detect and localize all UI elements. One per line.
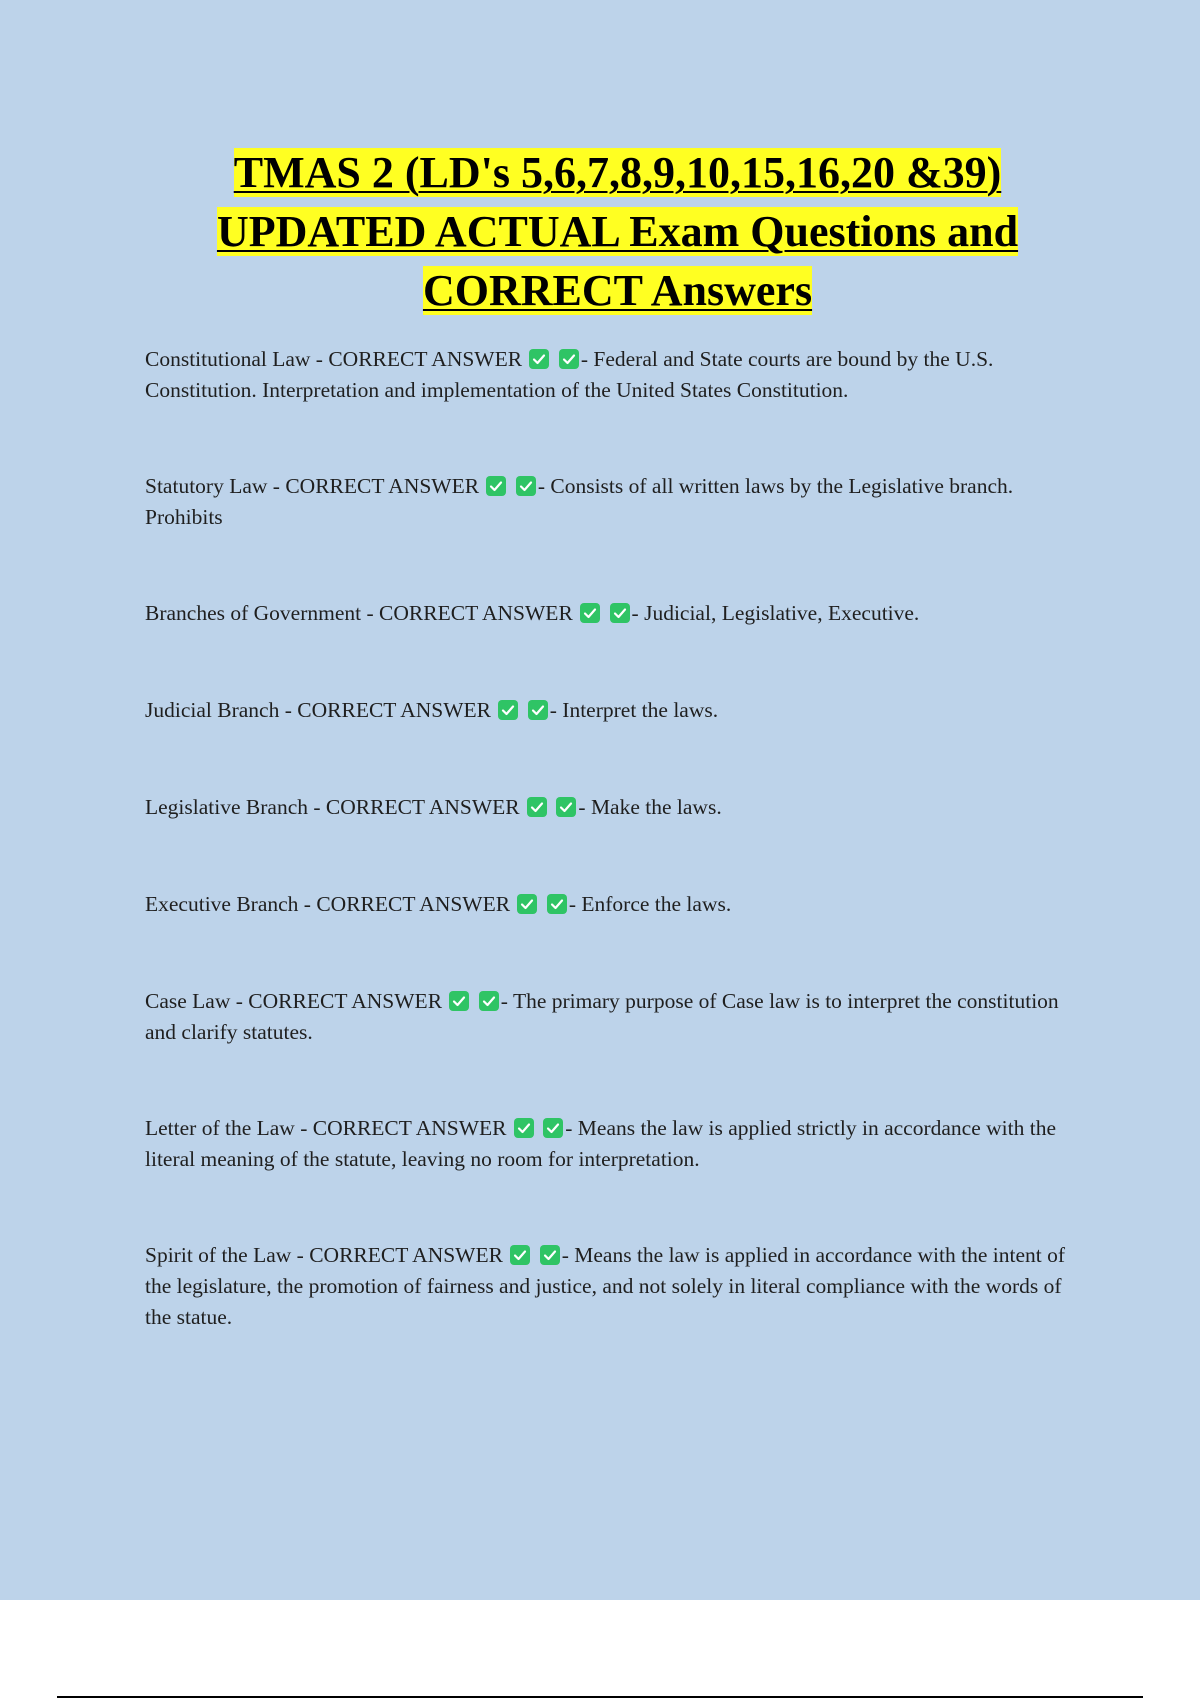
qa-entry: Executive Branch - CORRECT ANSWER - Enforce the laws. <box>145 892 732 916</box>
answer-marker: CORRECT ANSWER <box>297 698 491 722</box>
check-mark-icon <box>527 797 547 817</box>
check-mark-icon <box>580 603 600 623</box>
entry-answer: Means the law is applied in accordance with the intent of the legislature, the promotion of fairness and justice, and not solely in literal compliance with the words of the statue. <box>145 1243 1066 1329</box>
footer-divider <box>57 1696 1143 1698</box>
entry-answer: Make the laws. <box>590 795 722 819</box>
entry-answer: Consists of all written laws by the Legislative branch. Prohibits <box>145 474 1014 529</box>
entry-answer: Judicial, Legislative, Executive. <box>644 601 920 625</box>
check-mark-icon <box>610 603 630 623</box>
title-line-3: CORRECT Answers <box>422 266 813 315</box>
entry-answer: Interpret the laws. <box>562 698 719 722</box>
entry-term: Branches of Government <box>145 601 362 625</box>
check-mark-icon <box>559 349 579 369</box>
answer-marker: CORRECT ANSWER <box>379 601 573 625</box>
qa-entry: Case Law - CORRECT ANSWER - The primary purpose of Case law is to interpret the constitution and clarify statutes. <box>145 989 1059 1044</box>
answer-marker: CORRECT ANSWER <box>309 1243 503 1267</box>
qa-entry: Branches of Government - CORRECT ANSWER - Judicial, Legislative, Executive. <box>145 601 920 625</box>
check-mark-icon <box>514 1118 534 1138</box>
check-mark-icon <box>556 797 576 817</box>
check-mark-icon <box>540 1245 560 1265</box>
entry-term: Statutory Law <box>145 474 268 498</box>
check-mark-icon <box>486 476 506 496</box>
entry-answer: The primary purpose of Case law is to interpret the constitution and clarify statutes. <box>145 989 1059 1044</box>
qa-entry: Spirit of the Law - CORRECT ANSWER - Means the law is applied in accordance with the intent of the legislature, the promotion of fairness and justice, and not solely in literal compliance with the words of the statue. <box>145 1243 1066 1329</box>
entry-term: Executive Branch <box>145 892 299 916</box>
qa-entry: Statutory Law - CORRECT ANSWER - Consists of all written laws by the Legislative branch. Prohibits <box>145 474 1014 529</box>
answer-marker: CORRECT ANSWER <box>328 347 523 371</box>
entry-term: Letter of the Law <box>145 1116 295 1140</box>
answer-marker: CORRECT ANSWER <box>248 989 443 1013</box>
check-mark-icon <box>479 991 499 1011</box>
check-mark-icon <box>547 894 567 914</box>
qa-entry: Judicial Branch - CORRECT ANSWER - Interpret the laws. <box>145 698 719 722</box>
entry-term: Spirit of the Law <box>145 1243 292 1267</box>
entry-term: Legislative Branch <box>145 795 308 819</box>
entry-term: Case Law <box>145 989 231 1013</box>
entry-answer: Federal and State courts are bound by the U.S. Constitution. Interpretation and implementation of the United States Constitution. <box>145 347 994 402</box>
check-mark-icon <box>449 991 469 1011</box>
qa-entry: Constitutional Law - CORRECT ANSWER - Federal and State courts are bound by the U.S. Constitution. Interpretation and implementation of the United States Constitution. <box>145 347 994 402</box>
entry-term: Judicial Branch <box>145 698 280 722</box>
entry-answer: Enforce the laws. <box>581 892 732 916</box>
answer-marker: CORRECT ANSWER <box>316 892 511 916</box>
qa-entry: Letter of the Law - CORRECT ANSWER - Means the law is applied strictly in accordance with the literal meaning of the statute, leaving no room for interpretation. <box>145 1116 1056 1171</box>
entry-answer: Means the law is applied strictly in accordance with the literal meaning of the statute, leaving no room for interpretation. <box>145 1116 1056 1171</box>
check-mark-icon <box>498 700 518 720</box>
document-title <box>110 143 1125 320</box>
check-mark-icon <box>543 1118 563 1138</box>
check-mark-icon <box>529 349 549 369</box>
check-mark-icon <box>510 1245 530 1265</box>
answer-marker: CORRECT ANSWER <box>312 1116 507 1140</box>
qa-entry: Legislative Branch - CORRECT ANSWER - Make the laws. <box>145 795 722 819</box>
check-mark-icon <box>528 700 548 720</box>
entry-term: Constitutional Law <box>145 347 311 371</box>
answer-marker: CORRECT ANSWER <box>325 795 520 819</box>
check-mark-icon <box>516 476 536 496</box>
check-mark-icon <box>517 894 537 914</box>
title-line-2: UPDATED ACTUAL Exam Questions and <box>216 207 1019 256</box>
answer-marker: CORRECT ANSWER <box>285 474 480 498</box>
title-line-1: TMAS 2 (LD's 5,6,7,8,9,10,15,16,20 &39) <box>233 148 1002 197</box>
